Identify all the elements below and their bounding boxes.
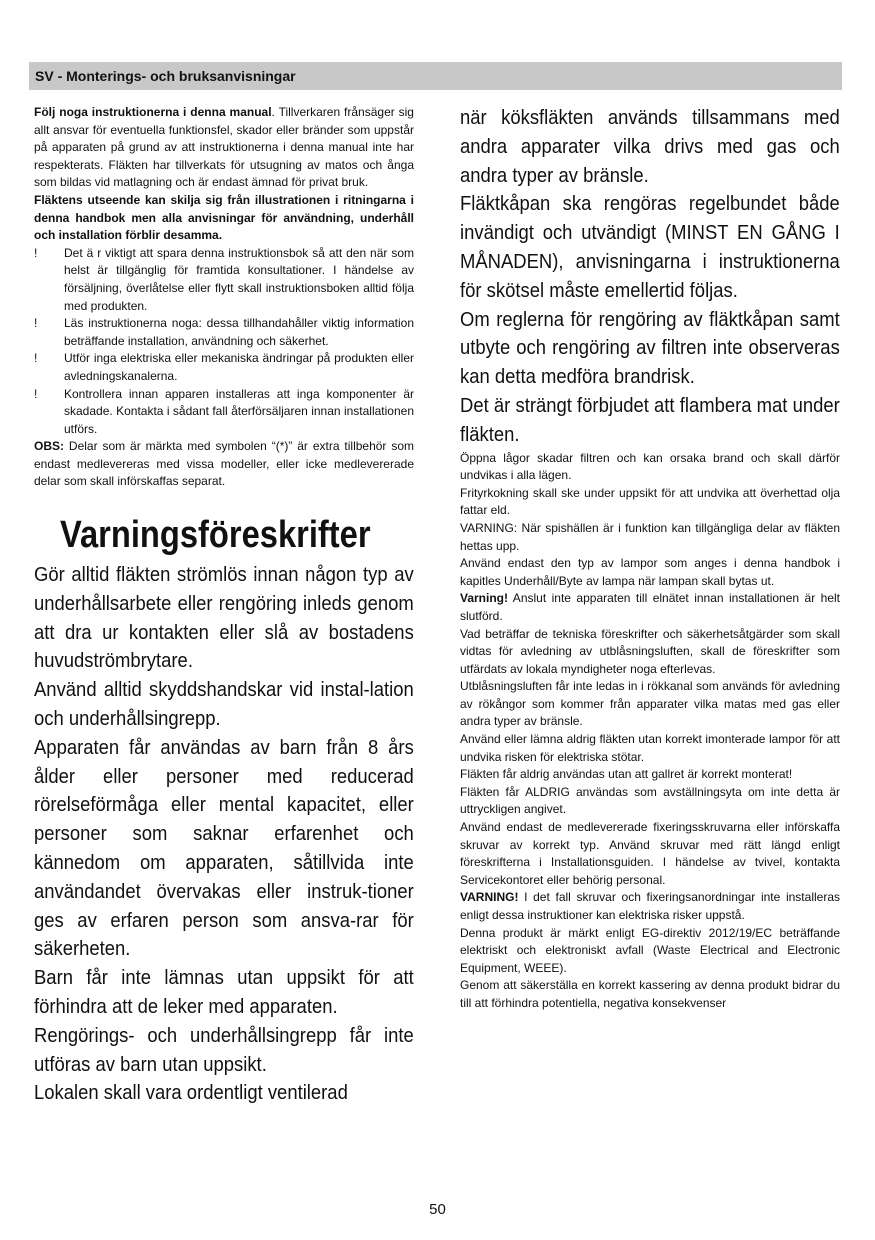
intro-bold: Följ noga instruktionerna i denna manual: [34, 105, 272, 119]
safety-text: Frityrkokning skall ske under uppsikt för att undvika att överhettad olja fattar eld.: [460, 485, 840, 518]
safety-paragraph: [460, 555, 840, 590]
bullet-text: Det ä r viktigt att spara denna instruktionsbok så att den när som helst är tillgänglig för framtida konsultationer. I händelse av försäljning, överlåtelse eller flytt skall instruktionsboken alltid följa med produkten.: [64, 245, 414, 313]
warning-paragraph: Apparaten får användas av barn från 8 års ålder eller personer med reducerad rörelseförmåga eller mental kapacitet, eller personer som saknar erfarenhet och kännedom om apparaten, såtillvida inte användandet övervakas eller instruk-tioner ges av erfaren person som ansva-rar för säkerheten.: [34, 735, 414, 961]
warning-paragraph: Använd alltid skyddshandskar vid instal-lation och underhållsingrepp.: [34, 678, 414, 731]
safety-text: Använd eller lämna aldrig fläkten utan korrekt imonterade lampor för att undvika risken för elektriska stötar.: [460, 732, 840, 764]
safety-text: Utblåsningsluften får inte ledas in i rökkanal som används för avledning av rökångor som kommer från apparater vilka matas med gas eller andra typer av bränsle.: [460, 679, 840, 729]
bullet-item: [34, 315, 414, 350]
safety-text: Använd endast den typ av lampor som anges i denna handbok i kapitles Underhåll/Byte av lampa när lampan skall bytas ut.: [460, 556, 840, 588]
safety-text: VARNING: När spishällen är i funktion kan tillgängliga delar av fläkten hettas upp.: [460, 520, 840, 553]
safety-text: Fläkten får aldrig användas utan att gallret är korrekt monterat!: [460, 767, 793, 782]
safety-text: Denna produkt är märkt enligt EG-direktiv 2012/19/EC beträffande elektriskt och elektroniskt avfall (Waste Electrical and Electronic Equipment, WEEE).: [460, 925, 840, 975]
section-header: [29, 62, 842, 90]
safety-text: Använd endast de medlevererade fixeringsskruvarna eller införskaffa skruvar av korrekt typ. Använd skruvar med rätt längd enligt föreskrifterna i Installationsguiden. I händelse av tvivel, kontakta Servicekontoret eller behörig personal.: [460, 820, 840, 887]
warning-paragraph: Rengörings- och underhållsingrepp får inte utföras av barn utan uppsikt.: [34, 1023, 414, 1076]
bullet-item: [34, 386, 414, 439]
safety-paragraph: [460, 889, 840, 924]
bullet-text: Utför inga elektriska eller mekaniska ändringar på produkten eller avledningskanalerna.: [64, 351, 414, 383]
bullet-mark: !: [34, 245, 38, 260]
safety-paragraph: [460, 450, 840, 485]
safety-paragraph: [460, 784, 840, 819]
bullet-item: [34, 245, 414, 315]
safety-paragraph: [460, 485, 840, 520]
safety-paragraph: [460, 819, 840, 889]
warning-paragraph: Gör alltid fläkten strömlös innan någon typ av underhållsarbete eller rengöring inleds genom att dra ur kontakten eller slå av bostadens huvudströmbrytare.: [34, 563, 414, 673]
safety-paragraph: [460, 678, 840, 731]
safety-text: I det fall skruvar och fixeringsanordningar inte installeras enligt dessa instruktioner kan elektriska risker uppstå.: [460, 890, 840, 922]
intro-paragraph: [34, 104, 414, 192]
safety-text: Fläkten får ALDRIG användas som avställningsyta om inte detta är uttryckligen angivet.: [460, 784, 840, 817]
warning-paragraph: Fläktkåpan ska rengöras regelbundet både invändigt och utvändigt (MINST EN GÅNG I MÅNADEN), anvisningarna i instruktionerna för skötsel måste emellertid följas.: [460, 192, 840, 302]
left-column: [34, 104, 414, 1108]
safety-text: Vad beträffar de tekniska föreskrifter och säkerhetsåtgärder som skall vidtas för avledning av utblåsningsluften, skall de föreskrifter som utfärdats av lokala myndigheter noga efterlevas.: [460, 626, 840, 676]
safety-paragraph: [460, 590, 840, 625]
bullet-text: Läs instruktionerna noga: dessa tillhandahåller viktig information beträffande installation, användning och säkerhet.: [64, 316, 414, 348]
page-number: 50: [429, 1201, 446, 1218]
safety-paragraph: [460, 766, 840, 784]
warning-paragraph: Det är strängt förbjudet att flambera mat under fläkten.: [460, 393, 840, 446]
bullet-mark: !: [34, 316, 38, 331]
safety-text: Öppna lågor skadar filtren och kan orsaka brand och skall därför undvikas i alla lägen.: [460, 450, 840, 483]
warning-paragraph: Barn får inte lämnas utan uppsikt för att förhindra att de leker med apparaten.: [34, 966, 414, 1019]
obs-label: OBS:: [34, 439, 64, 454]
safety-paragraph: [460, 925, 840, 978]
safety-paragraph: [460, 731, 840, 766]
bullet-mark: !: [34, 351, 38, 366]
warning-heading: [34, 509, 414, 561]
section-title: SV - Monterings- och bruksanvisningar: [35, 68, 296, 84]
safety-text: Genom att säkerställa en korrekt kassering av denna produkt bidrar du till att förhindra potentiella, negativa konsekvenser: [460, 978, 840, 1010]
right-column: [460, 104, 840, 1013]
warning-title: Varningsföreskrifter: [60, 514, 371, 557]
obs-paragraph: [34, 438, 414, 491]
safety-bold: VARNING!: [460, 890, 519, 905]
safety-paragraph: [460, 977, 840, 1012]
warning-paragraph: när köksfläkten används tillsammans med andra apparater vilka drivs med gas och andra typer av bränsle.: [460, 106, 840, 187]
notice-paragraph: Fläktens utseende kan skilja sig från illustrationen i ritningarna i denna handbok men alla anvisningar för användning, underhåll och installation förblir desamma.: [34, 192, 414, 243]
bullet-text: Kontrollera innan apparen installeras att inga komponenter är skadade. Kontakta i sådant fall återförsäljaren innan installationen utförs.: [64, 386, 414, 436]
safety-text: Anslut inte apparaten till elnätet innan installationen är helt slutförd.: [460, 591, 840, 623]
warning-paragraph: Lokalen skall vara ordentligt ventilerad: [34, 1081, 348, 1105]
obs-text: Delar som är märkta med symbolen “(*)” är extra tillbehör som endast medlevereras med vissa modeller, eller icke medlevererade delar som skall införskaffas separat.: [34, 439, 414, 489]
safety-bold: Varning!: [460, 591, 509, 606]
bullet-item: [34, 350, 414, 385]
safety-paragraph: [460, 520, 840, 555]
bullet-mark: !: [34, 386, 38, 401]
intro-text: . Tillverkaren frånsäger sig allt ansvar för eventuella funktionsfel, skador eller bränder som uppstår på apparaten på grund av att instruktionerna i denna manual inte har respekterats. Fläkten har tillverkats för utsugning av matos och ånga som bildas vid matlagning och är endast ämnad för privat bruk.: [34, 105, 414, 190]
warning-paragraph: Om reglerna för rengöring av fläktkåpan samt utbyte och rengöring av filtren inte observeras kan detta medföra brandrisk.: [460, 307, 840, 389]
safety-paragraph: [460, 626, 840, 679]
